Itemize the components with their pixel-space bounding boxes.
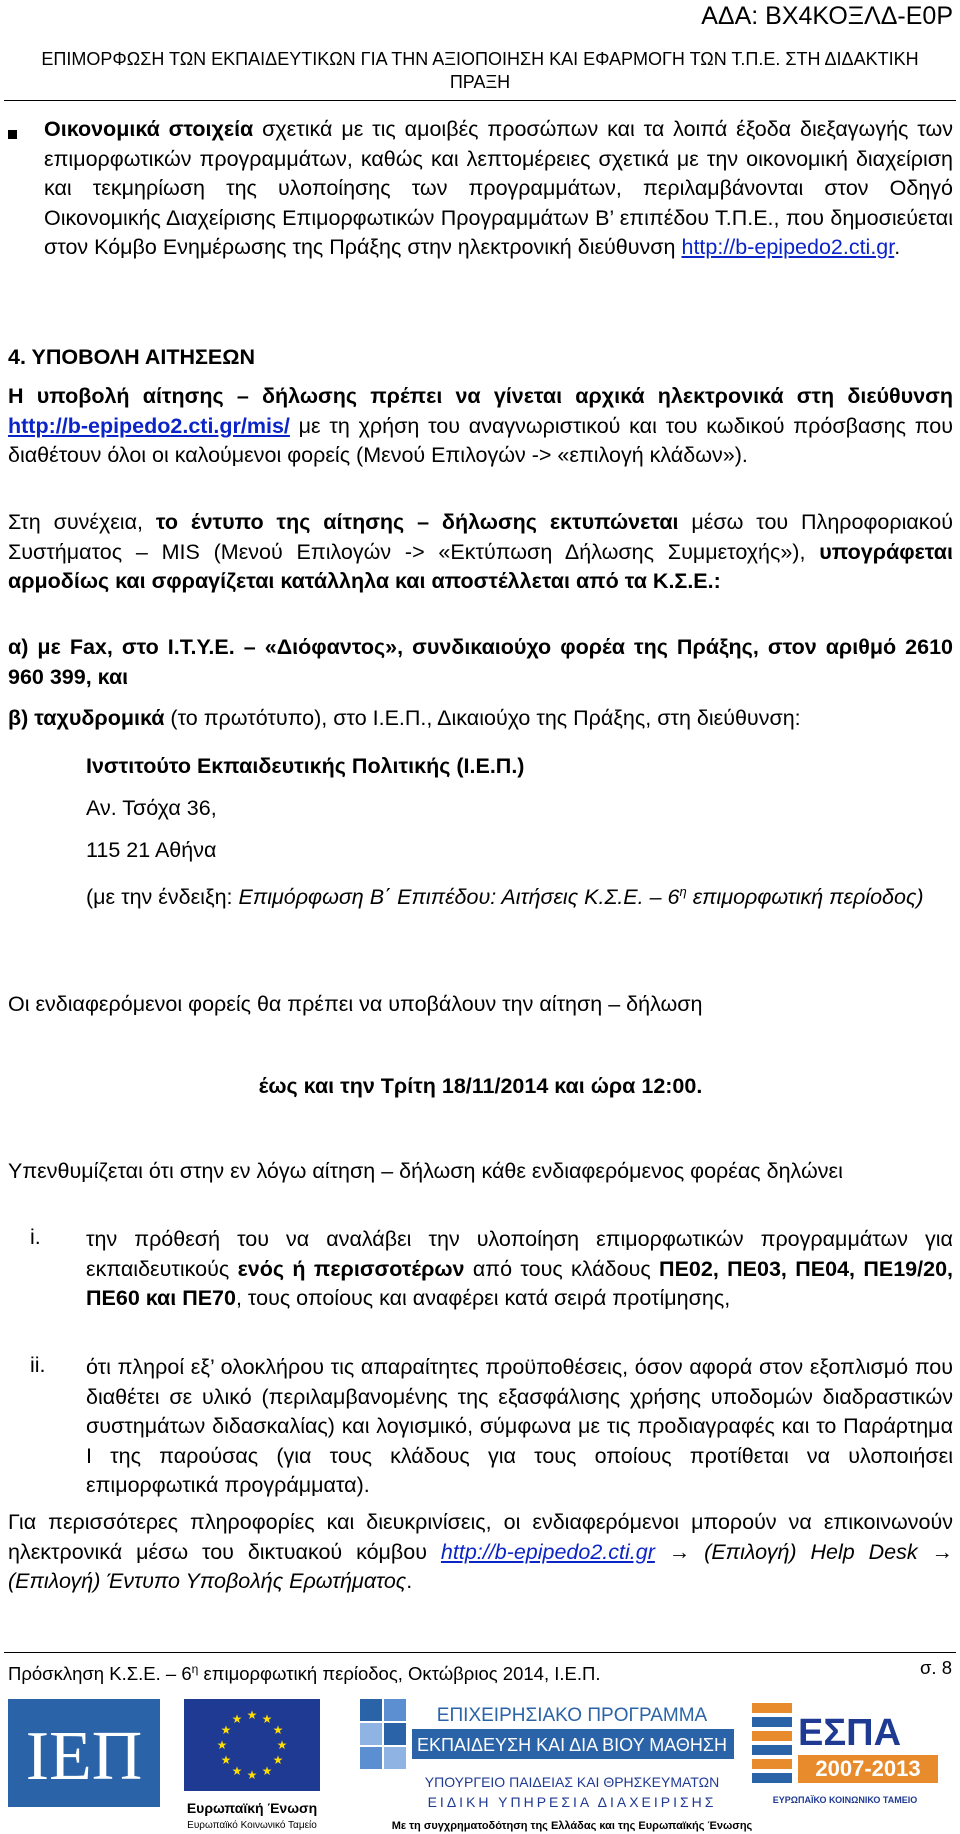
print-a: Στη συνέχεια, <box>8 510 156 534</box>
espa-years: 2007-2013 <box>815 1756 921 1781</box>
op-line4: ΕΙΔΙΚΗ ΥΠΗΡΕΣΙΑ ΔΙΑΧΕΙΡΙΣΗΣ <box>427 1794 717 1810</box>
info-end: . <box>406 1569 413 1593</box>
address-city: 115 21 Αθήνα <box>86 838 217 862</box>
op-line3: ΥΠΟΥΡΓΕΙΟ ΠΑΙΔΕΙΑΣ ΚΑΙ ΘΡΗΣΚΕΥΜΑΤΩΝ <box>424 1774 720 1790</box>
footer-a: Πρόσκληση Κ.Σ.Ε. – 6 <box>8 1663 192 1685</box>
info-a: Για περισσότερες πληροφορίες και διευκρινίσεις, οι ενδιαφερόμενοι μπορούν να επικοινωνούν ηλεκτρονικά μέσω του δικτυακού κόμβου <box>8 1510 953 1564</box>
espa-title: ΕΣΠΑ <box>798 1712 902 1754</box>
page-number: σ. 8 <box>920 1657 952 1678</box>
address-note <box>86 877 953 913</box>
post-rest: (το πρωτότυπο), στο Ι.Ε.Π., Δικαιούχο της Πράξης, στη διεύθυνση: <box>164 706 801 730</box>
mis-link[interactable]: http://b-epipedo2.cti.gr/mis/ <box>8 413 290 438</box>
header-divider <box>4 100 956 101</box>
eu-title: Ευρωπαϊκή Ένωση <box>186 1800 318 1816</box>
square-bullet-icon <box>8 130 17 139</box>
note-c: επιμορφωτική περίοδος) <box>686 885 924 910</box>
submission-bold: Η υποβολή αίτησης – δήλωσης πρέπει να γίνεται αρχικά ηλεκτρονικά στη διεύθυνση <box>8 384 953 408</box>
note-sup: η <box>679 884 687 899</box>
eu-star-icon: ★ <box>220 1753 232 1767</box>
fax-paragraph: α) με Fax, στο Ι.Τ.Υ.Ε. – «Διόφαντος», συνδικαιούχο φορέα της Πράξης, στον αριθμό 2610 960 399, και <box>8 635 953 689</box>
item1-b: ενός ή περισσοτέρων <box>237 1256 465 1281</box>
iep-logo-text: ΙΕΠ <box>25 1718 143 1795</box>
deadline: έως και την Τρίτη 18/11/2014 και ώρα 12:00. <box>258 1074 703 1098</box>
submission-rest: με τη χρήση του αναγνωριστικού και του κωδικού πρόσβασης που διαθέτουν όλοι οι καλούμενοι φορείς (Μενού Επιλογών -> «επιλογή κλάδων»). <box>8 413 953 467</box>
item1-d: ΠΕ02, ΠΕ03, ΠΕ04, ΠΕ19/20, ΠΕ60 και ΠΕ70 <box>86 1256 954 1310</box>
deadline-intro: Οι ενδιαφερόμενοι φορείς θα πρέπει να υποβάλουν την αίτηση – δήλωση <box>8 992 703 1016</box>
item-1-number: i. <box>30 1225 41 1249</box>
footer-divider <box>4 1652 956 1653</box>
print-paragraph <box>8 508 953 597</box>
info-b: → (Επιλογή) Help Desk → (Επιλογή) Έντυπο Υποβολής Ερωτήματος <box>8 1539 953 1593</box>
print-d: υπογράφεται αρμοδίως και σφραγίζεται κατάλληλα και αποστέλλεται από τα Κ.Σ.Ε.: <box>8 539 953 593</box>
sponsor-logos <box>0 1695 960 1834</box>
reminder-paragraph: Υπενθυμίζεται ότι στην εν λόγω αίτηση – δήλωση κάθε ενδιαφερόμενος φορέας δηλώνει <box>8 1159 843 1183</box>
op-line2: ΕΚΠΑΙΔΕΥΣΗ ΚΑΙ ΔΙΑ ΒΙΟΥ ΜΑΘΗΣΗ <box>416 1735 728 1755</box>
item-2-number: ii. <box>30 1353 46 1377</box>
submission-paragraph <box>8 382 953 471</box>
ada-code: ΑΔΑ: ΒΧ4ΚΟΞΛΔ-Ε0Ρ <box>701 2 953 30</box>
eu-star-icon: ★ <box>231 1764 243 1778</box>
running-title: ΕΠΙΜΟΡΦΩΣΗ ΤΩΝ ΕΚΠΑΙΔΕΥΤΙΚΩΝ ΓΙΑ ΤΗΝ ΑΞΙΟΠΟΙΗΣΗ ΚΑΙ ΕΦΑΡΜΟΓΗ ΤΩΝ Τ.Π.Ε. ΣΤΗ ΔΙΔΑΚΤΙΚΗ ΠΡΑΞΗ <box>41 49 919 92</box>
address-street: Αν. Τσόχα 36, <box>86 796 217 820</box>
eu-star-icon: ★ <box>220 1723 232 1737</box>
op-line1: ΕΠΙΧΕΙΡΗΣΙΑΚΟ ΠΡΟΓΡΑΜΜΑ <box>436 1705 708 1726</box>
info-paragraph <box>8 1508 953 1597</box>
eu-star-icon: ★ <box>272 1753 284 1767</box>
item1-c: από τους κλάδους <box>464 1256 660 1281</box>
espa-subtitle: ΕΥΡΩΠΑΪΚΟ ΚΟΙΝΩΝΙΚΟ ΤΑΜΕΙΟ <box>772 1795 918 1805</box>
eu-flag-logo <box>184 1699 320 1831</box>
item1-e: , τους οποίους και αναφέρει κατά σειρά προτίμησης, <box>235 1286 731 1310</box>
post-bold: β) ταχυδρομικά <box>8 706 165 730</box>
eu-star-icon: ★ <box>216 1738 228 1752</box>
eu-star-icon: ★ <box>231 1712 243 1726</box>
espa-logo <box>752 1703 938 1805</box>
item-1-text <box>86 1225 953 1314</box>
helpdesk-link[interactable]: http://b-epipedo2.cti.gr <box>440 1539 655 1564</box>
eu-star-icon: ★ <box>261 1712 273 1726</box>
iep-logo <box>8 1699 160 1807</box>
note-b: Επιμόρφωση Β΄ Επιπέδου: Αιτήσεις Κ.Σ.Ε. – 6 <box>238 885 680 910</box>
eu-subtitle: Ευρωπαϊκό Κοινωνικό Ταμείο <box>187 1820 317 1831</box>
financial-paragraph <box>44 115 953 263</box>
footer-b: επιμορφωτική περίοδος, Οκτώβριος 2014, Ι.Ε.Π. <box>198 1663 601 1685</box>
financial-bold: Οικονομικά στοιχεία <box>44 117 254 141</box>
eu-star-icon: ★ <box>276 1738 288 1752</box>
address-name: Ινστιτούτο Εκπαιδευτικής Πολιτικής (Ι.Ε.Π.) <box>86 754 525 778</box>
cti-link[interactable]: http://b-epipedo2.cti.gr <box>681 235 895 259</box>
eu-star-icon: ★ <box>246 1708 258 1722</box>
financial-text: σχετικά με τις αμοιβές προσώπων και τα λοιπά έξοδα διεξαγωγής των επιμορφωτικών προγραμμάτων, καθώς και λεπτομέρειες σχετικά με την οικονομική διαχείριση και τεκμηρίωση της υλοποίησης των προγραμμάτων, περιλαμβάνονται στον Οδηγό Οικονομικής Διαχείρισης Επιμορφωτικών Προγραμμάτων Β’ επιπέδου Τ.Π.Ε., που δημοσιεύεται στον Κόμβο Ενημέρωσης της Πράξης στην ηλεκτρονική διεύθυνση <box>44 117 953 259</box>
item-2-text: ότι πληροί εξ’ ολοκλήρου τις απαραίτητες προϋποθέσεις, όσον αφορά στον εξοπλισμό που διαθέτει σε υλικό (περιλαμβανομένης της εξασφάλισης χρήσης υποδομών διαδραστικών συστημάτων διδασκαλίας) και λογισμικό, σύμφωνα με τις προδιαγραφές και το Παράρτημα Ι της παρούσας (για τους κλάδους για τους οποίους προτίθεται να υλοποιήσει επιμορφωτικά προγράμματα). <box>86 1355 953 1497</box>
op-logo <box>360 1699 753 1832</box>
financial-end: . <box>894 235 901 259</box>
section-heading: 4. ΥΠΟΒΟΛΗ ΑΙΤΗΣΕΩΝ <box>8 345 255 369</box>
note-a: (με την ένδειξη: <box>86 885 239 910</box>
post-paragraph <box>8 704 953 734</box>
item1-a: την πρόθεσή του να αναλάβει την υλοποίηση επιμορφωτικών προγραμμάτων για εκπαιδευτικούς <box>86 1227 953 1281</box>
op-line5: Με τη συγχρηματοδότηση της Ελλάδας και της Ευρωπαϊκής Ένωσης <box>391 1820 753 1832</box>
eu-star-icon: ★ <box>272 1723 284 1737</box>
eu-star-icon: ★ <box>261 1764 273 1778</box>
eu-star-icon: ★ <box>246 1768 258 1782</box>
print-b: το έντυπο της αίτησης – δήλωσης εκτυπώνεται <box>155 510 679 534</box>
print-c: μέσω του Πληροφοριακού Συστήματος – MIS (Μενού Επιλογών -> «Εκτύπωση Δήλωσης Συμμετοχής»), <box>8 510 954 564</box>
footer-text <box>8 1662 600 1685</box>
footer-sup: η <box>191 1662 199 1676</box>
